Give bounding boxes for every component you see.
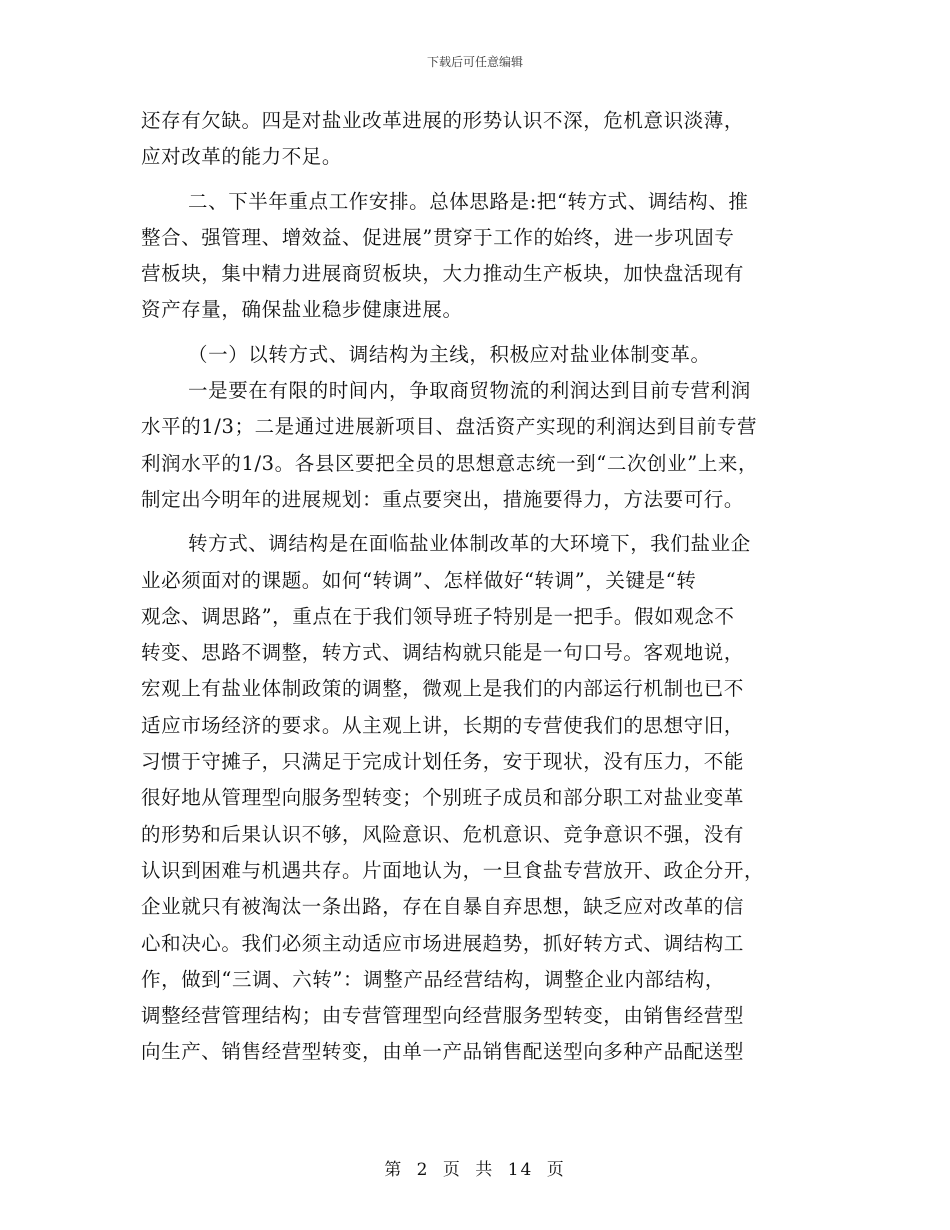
text-line: 制定出今明年的进展规划：重点要突出，措施要得力，方法要可行。 [141,487,745,511]
paragraph-gap [141,176,841,184]
text-line: 调整经营管理结构；由专营管理型向经营服务型转变，由销售经营型 [141,1004,745,1028]
text-line: 应对改革的能力不足。 [141,145,343,169]
page-header: 下载后可任意编辑 [426,55,523,69]
text-line: 二、下半年重点工作安排。总体思路是:把“转方式、调结构、推 [188,189,749,213]
text-line: 向生产、销售经营型转变，由单一产品销售配送型向多种产品配送型 [141,1040,745,1064]
text-line: 观念、调思路”，重点在于我们领导班子特别是一把手。假如观念不 [141,604,735,628]
text-line: 资产存量，确保盐业稳步健康进展。 [141,298,463,322]
text-line: 业必须面对的课题。如何“转调”、怎样做好“转调”，关键是“转 [141,568,697,592]
text-line: 还存有欠缺。四是对盐业改革进展的形势认识不深，危机意识淡薄， [141,109,745,132]
text-line: 利润水平的1/3。各县区要把全员的思想意志统一到“二次创业”上来， [141,451,759,475]
text-line: 营板块，集中精力进展商贸板块，大力推动生产板块，加快盘活现有 [141,262,745,286]
text-line: 适应市场经济的要求。从主观上讲，长期的专营使我们的思想守旧， [141,713,745,737]
text-line: 水平的1/3；二是通过进展新项目、盘活资产实现的利润达到目前专营 [141,415,758,439]
document-body [141,103,841,1071]
text-line: 很好地从管理型向服务型转变；个别班子成员和部分职工对盐业变革 [141,786,745,810]
text-line: 心和决心。我们必须主动适应市场进展趋势，抓好转方式、调结构工 [141,931,745,955]
paragraph-gap [141,329,841,337]
text-line: 整合、强管理、增效益、促进展”贯穿于工作的始终，进一步巩固专 [141,225,735,249]
text-line: 企业就只有被淘汰一条出路，存在自暴自弃思想，缺乏应对改革的信 [141,895,745,919]
text-line: 转变、思路不调整，转方式、调结构就只能是一句口号。客观地说， [141,641,745,665]
page-footer: 第 2 页 共 14 页 [384,1160,566,1180]
text-line: 的形势和后果认识不够，风险意识、危机意识、竞争意识不强，没有 [141,822,745,846]
text-line: 宏观上有盐业体制政策的调整，微观上是我们的内部运行机制也已不 [141,677,745,701]
text-line: 转方式、调结构是在面临盐业体制改革的大环境下，我们盐业企 [188,532,751,556]
text-line: 认识到困难与机遇共存。片面地认为，一旦食盐专营放开、政企分开， [141,858,765,882]
text-line: 一是要在有限的时间内，争取商贸物流的利润达到目前专营利润 [188,379,751,403]
paragraph-gap [141,518,841,526]
text-line: 作，做到“三调、六转”：调整产品经营结构，调整企业内部结构， [141,967,725,991]
text-line: （一）以转方式、调结构为主线，积极应对盐业体制变革。 [188,342,711,366]
text-line: 习惯于守摊子，只满足于完成计划任务，安于现状，没有压力，不能 [141,750,745,774]
